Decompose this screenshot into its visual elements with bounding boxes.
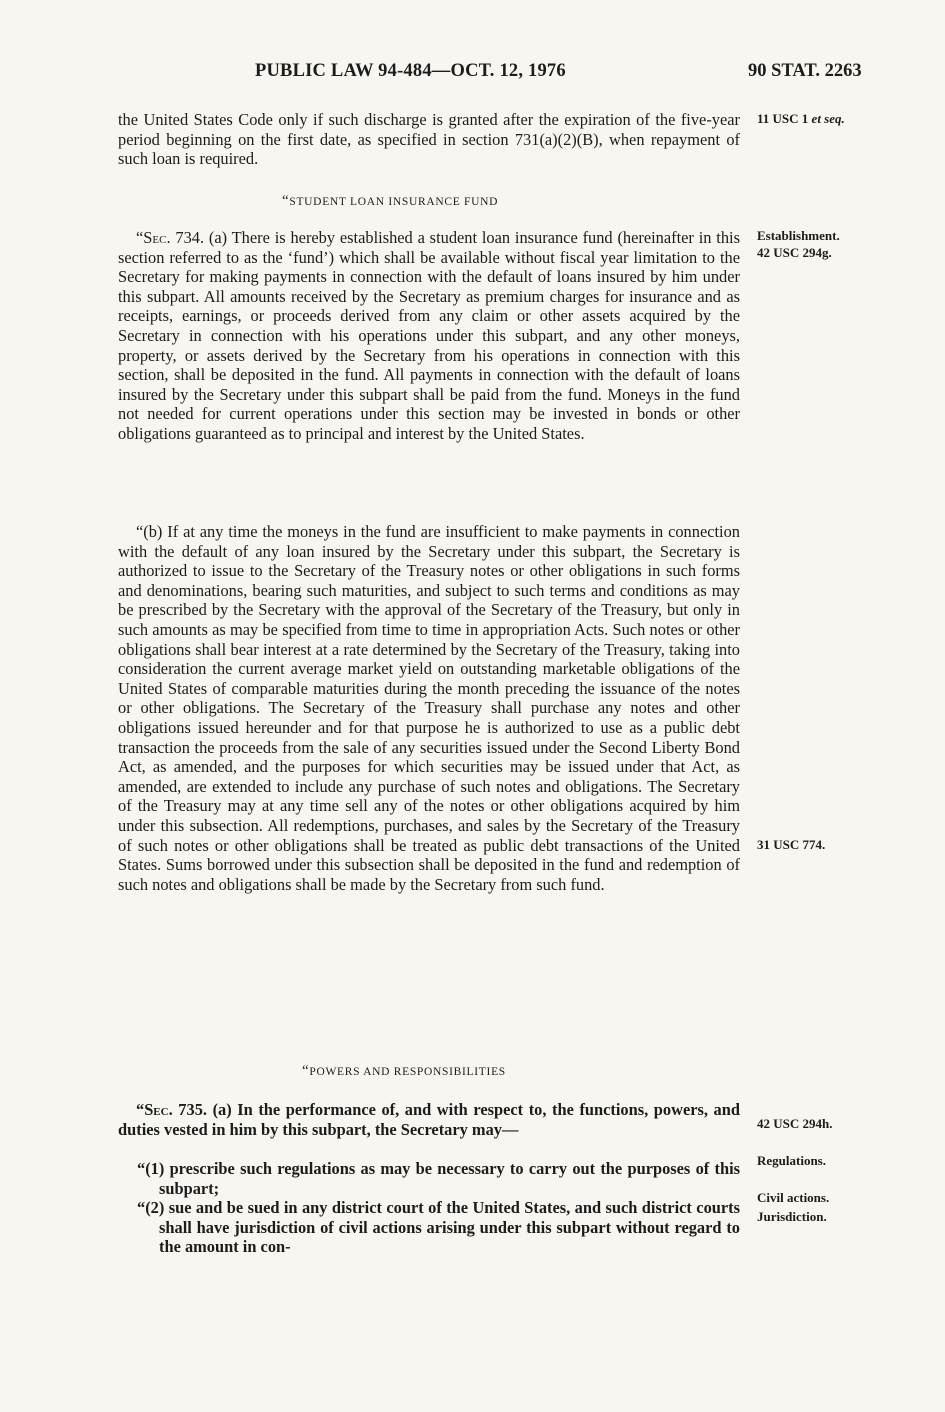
section-heading-735: “POWERS AND RESPONSIBILITIES (302, 1063, 506, 1079)
sec-735-a-text: 735. (a) In the performance of, and with respect to, the functions, powers, and duties vested in him by this subpart, the Secretary may— (118, 1100, 740, 1139)
page-header-title: PUBLIC LAW 94-484—OCT. 12, 1976 (255, 61, 566, 81)
section-734-a (118, 228, 740, 444)
sec-734-b-text: “(b) If at any time the moneys in the fund are insufficient to make payments in connection with the default of any loan insured by the Secretary under this subpart, the Secretary is authorized to issue to the Secretary of the Treasury notes or other obligations in such forms and denominations, bearing such maturities, and subject to such terms and conditions as may be prescribed by the Secretary with the approval of the Secretary of the Treasury, but only in such amounts as may be specified from time to time in appropriation Acts. Such notes or other obligations shall bear interest at a rate determined by the Secretary of the Treasury, taking into consideration the current average market yield on outstanding marketable obligations of the United States of comparable maturities during the month preceding the issuance of the notes or other obligations. The Secretary of the Treasury shall purchase any notes and other obligations issued hereunder and for that purpose he is authorized to use as a public debt transaction the proceeds from the sale of any securities issued under the Second Liberty Bond Act, as amended, and the purposes for which securities may be issued under that Act, as amended, are extended to include any purchase of such notes and obligations. The Secretary of the Treasury may at any time sell any of the notes or other obligations acquired by him under this subsection. All redemptions, purchases, and sales by the Secretary of the Treasury of such notes or other obligations shall be treated as public debt transactions of the United States. Sums borrowed under this subsection shall be deposited in the fund and redemption of such notes and obligations shall be made by the Secretary from such fund. (118, 522, 740, 894)
margin-note-usc-31-774: 31 USC 774. (757, 837, 826, 852)
margin-note-establishment: Establishment. (757, 228, 840, 243)
page-header-stat: 90 STAT. 2263 (748, 61, 862, 81)
sec-734-a-text: 734. (a) There is hereby established a student loan insurance fund (hereinafter in this section referred to as the ‘fund’) which shall be available without fiscal year limitation to the Secretary for making payments in connection with the default of loans insured by him under this subpart. All amounts received by the Secretary as premium charges for insurance and as receipts, earnings, or proceeds derived from any claim or other assets acquired by the Secretary in connection with his operations under this subpart, and any other moneys, property, or assets derived by the Secretary from his operations in connection with this section, shall be deposited in the fund. All payments in connection with the default of loans insured by the Secretary under this subpart shall be paid from the fund. Moneys in the fund not needed for current operations under this section may be invested in bonds or other obligations guaranteed as to principal and interest by the United States. (118, 228, 740, 443)
item-2: “(2) sue and be sued in any district court of the United States, and such district courts shall have jurisdiction of civil actions arising under this subpart without regard to the amount in con- (137, 1198, 740, 1257)
sec-735-prefix: “Sec. (136, 1100, 173, 1119)
sec-734-prefix: “Sec. (136, 228, 171, 247)
margin-note-regulations: Regulations. (757, 1153, 826, 1168)
section-735-a (118, 1100, 740, 1139)
usc-11-suffix: et seq. (811, 111, 845, 126)
margin-note-usc-11 (757, 110, 845, 127)
continuation-paragraph (118, 110, 740, 169)
heading-734-text: STUDENT LOAN INSURANCE FUND (289, 196, 499, 208)
margin-note-usc-42-294g: 42 USC 294g. (757, 245, 832, 260)
usc-11-text: 11 USC 1 (757, 111, 809, 126)
section-734-b (118, 522, 740, 894)
section-heading-734: “STUDENT LOAN INSURANCE FUND (282, 193, 499, 209)
heading-735-text: POWERS AND RESPONSIBILITIES (309, 1066, 506, 1078)
margin-note-civil-actions: Civil actions. (757, 1190, 830, 1205)
continuation-text: the United States Code only if such discharge is granted after the expiration of the five-year period beginning on the first date, as specified in section 731(a)(2)(B), when repayment of such loan is required. (118, 110, 740, 169)
item-1: “(1) prescribe such regulations as may be necessary to carry out the purposes of this subpart; (137, 1159, 740, 1198)
margin-note-usc-42-294h: 42 USC 294h. (757, 1116, 833, 1131)
margin-note-jurisdiction: Jurisdiction. (757, 1209, 827, 1224)
